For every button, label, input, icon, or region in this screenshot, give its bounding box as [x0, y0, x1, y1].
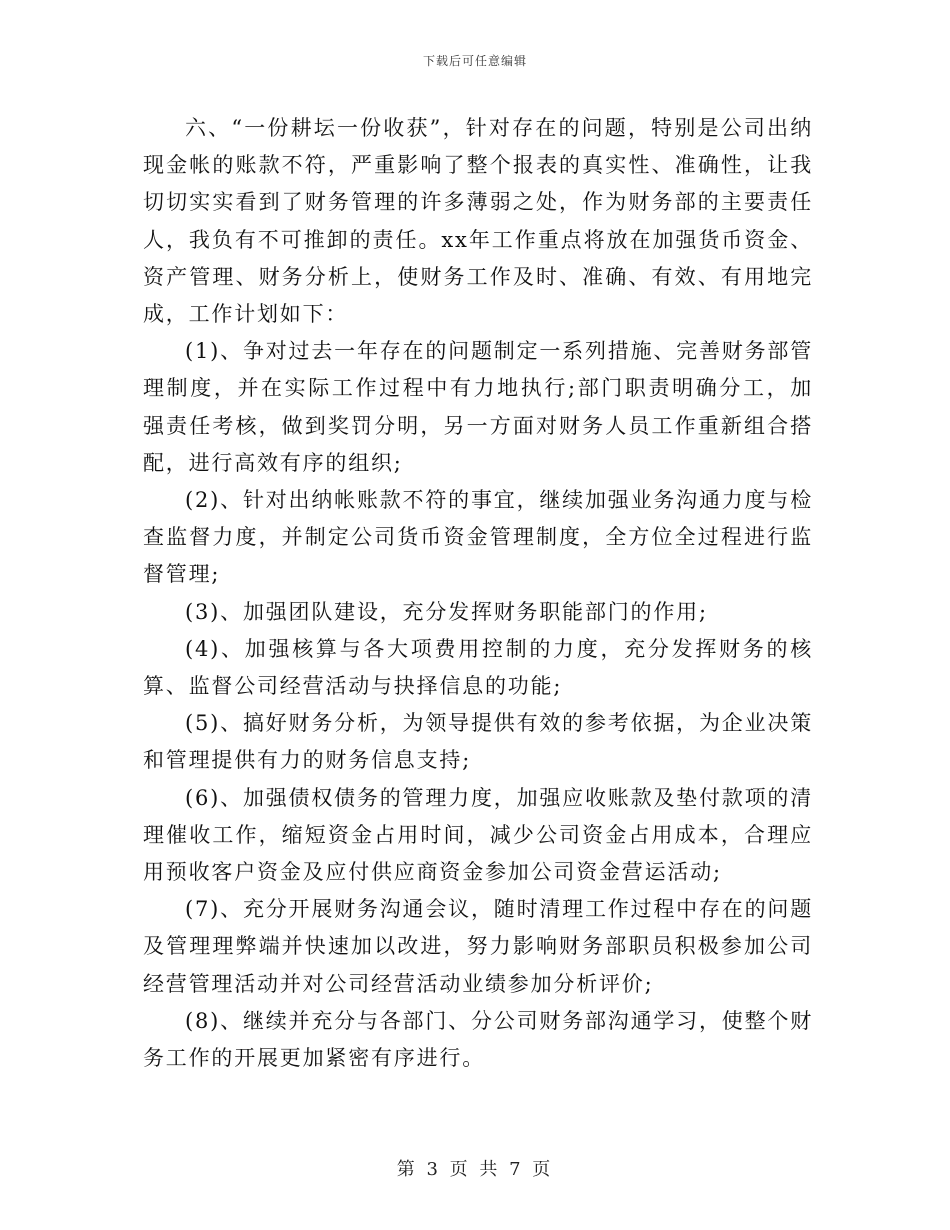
- paragraph-item-4: (4)、加强核算与各大项费用控制的力度，充分发挥财务的核算、监督公司经营活动与抉择信息的功能;: [143, 636, 813, 699]
- page-number: 第 3 页 共 7 页: [396, 1159, 554, 1180]
- paragraph-item-3: (3)、加强团队建设，充分发挥财务职能部门的作用;: [185, 599, 708, 624]
- paragraph-item-6: (6)、加强债权债务的管理力度，加强应收账款及垫付款项的清理催收工作，缩短资金占用时间，减少公司资金占用成本，合理应用预收客户资金及应付供应商资金参加公司资金营运活动;: [143, 785, 813, 885]
- paragraph-item-8: (8)、继续并充分与各部门、分公司财务部沟通学习，使整个财务工作的开展更加紧密有序进行。: [143, 1008, 813, 1071]
- paragraph-item-2: (2)、针对出纳帐账款不符的事宜，继续加强业务沟通力度与检查监督力度，并制定公司货币资金管理制度，全方位全过程进行监督管理;: [143, 488, 813, 587]
- paragraph-item-1: (1)、争对过去一年存在的问题制定一系列措施、完善财务部管理制度，并在实际工作过程中有力地执行;部门职责明确分工，加强责任考核，做到奖罚分明，另一方面对财务人员工作重新组合搭配，进行高效有序的组织;: [143, 339, 813, 475]
- paragraph-item-5: (5)、搞好财务分析，为领导提供有效的参考依据，为企业决策和管理提供有力的财务信息支持;: [143, 711, 813, 773]
- page-header: 下载后可任意编辑: [422, 54, 527, 68]
- document-body: [143, 110, 813, 1077]
- paragraph-section-six: 六、“一份耕坛一份收获”，针对存在的问题，特别是公司出纳现金帐的账款不符，严重影响了整个报表的真实性、准确性，让我切切实实看到了财务管理的许多薄弱之处，作为财务部的主要责任人，我负有不可推卸的责任。xx年工作重点将放在加强货币资金、资产管理、财务分析上，使财务工作及时、准确、有效、有用地完成，工作计划如下：: [143, 116, 813, 327]
- paragraph-item-7: (7)、充分开展财务沟通会议，随时清理工作过程中存在的问题及管理理弊端并快速加以改进，努力影响财务部职员积极参加公司经营管理活动并对公司经营活动业绩参加分析评价;: [143, 897, 813, 996]
